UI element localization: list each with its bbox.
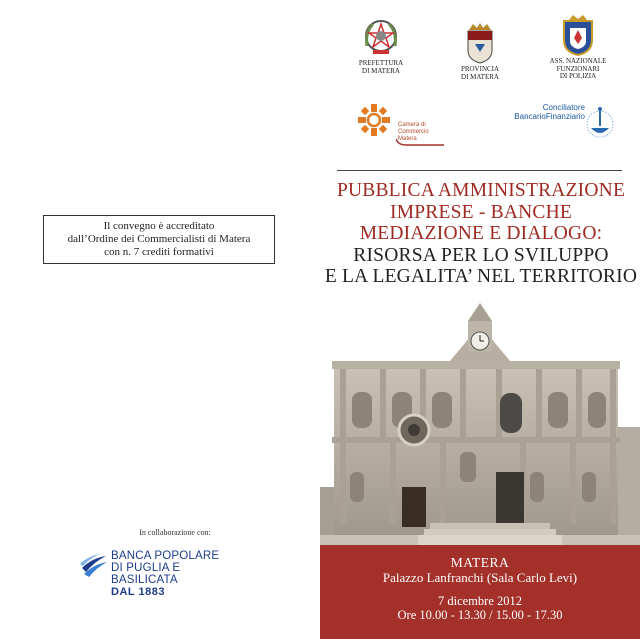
camera-commercio-logo (356, 102, 446, 150)
accreditation-box (43, 215, 275, 264)
conciliatore-caption: Conciliatore BancarioFinanziario (514, 103, 585, 121)
collaboration-label: In collaborazione con: (139, 528, 211, 537)
conciliatore-logo (505, 100, 615, 150)
title-line-3: MEDIAZIONE E DIALOGO: (359, 223, 603, 244)
bank-swoosh-icon (80, 552, 108, 578)
accreditation-line-3: con n. 7 crediti formativi (104, 246, 214, 258)
camera-commercio-underline-icon (396, 137, 444, 147)
divider-rule (337, 170, 622, 171)
provincia-logo (450, 22, 510, 81)
polizia-crest-icon (561, 14, 595, 56)
polizia-logo (545, 14, 611, 81)
title-line-5: E LA LEGALITA’ NEL TERRITORIO (324, 266, 638, 287)
accreditation-line-2: dall’Ordine dei Commercialisti di Matera (67, 233, 251, 245)
prefettura-caption: PREFETTURA DI MATERA (358, 59, 404, 75)
provincia-crest-icon (465, 22, 495, 64)
italian-emblem-icon (361, 16, 401, 58)
bank-name-line-2: DI PUGLIA E BASILICATA (111, 562, 181, 586)
title-line-4: RISORSA PER LO SVILUPPO (353, 244, 609, 266)
camera-commercio-star-icon (356, 102, 392, 138)
accreditation-line-1: Il convegno è accreditato (103, 220, 215, 232)
event-title (322, 180, 640, 288)
bank-logo (80, 550, 250, 598)
event-venue: Palazzo Lanfranchi (Sala Carlo Levi) (382, 570, 578, 585)
event-city: MATERA (450, 555, 510, 570)
polizia-caption: ASS. NAZIONALE FUNZIONARI DI POLIZIA (549, 57, 607, 80)
camera-commercio-caption: Camera di Commercio Matera (398, 122, 429, 142)
event-date: 7 dicembre 2012 (437, 594, 522, 608)
title-line-1: PUBBLICA AMMINISTRAZIONE (336, 180, 626, 201)
provincia-caption: PROVINCIA DI MATERA (460, 65, 500, 81)
bank-since: DAL 1883 (111, 586, 165, 598)
event-time: Ore 10.00 - 13.30 / 15.00 - 17.30 (397, 608, 563, 622)
conciliatore-emblem-icon (585, 102, 615, 146)
palazzo-lanfranchi-photo (320, 297, 640, 545)
event-info-banner (320, 545, 640, 639)
prefettura-logo (352, 16, 410, 75)
title-line-2: IMPRESE - BANCHE (390, 201, 572, 223)
bank-name-line-1: BANCA POPOLARE (111, 550, 220, 562)
